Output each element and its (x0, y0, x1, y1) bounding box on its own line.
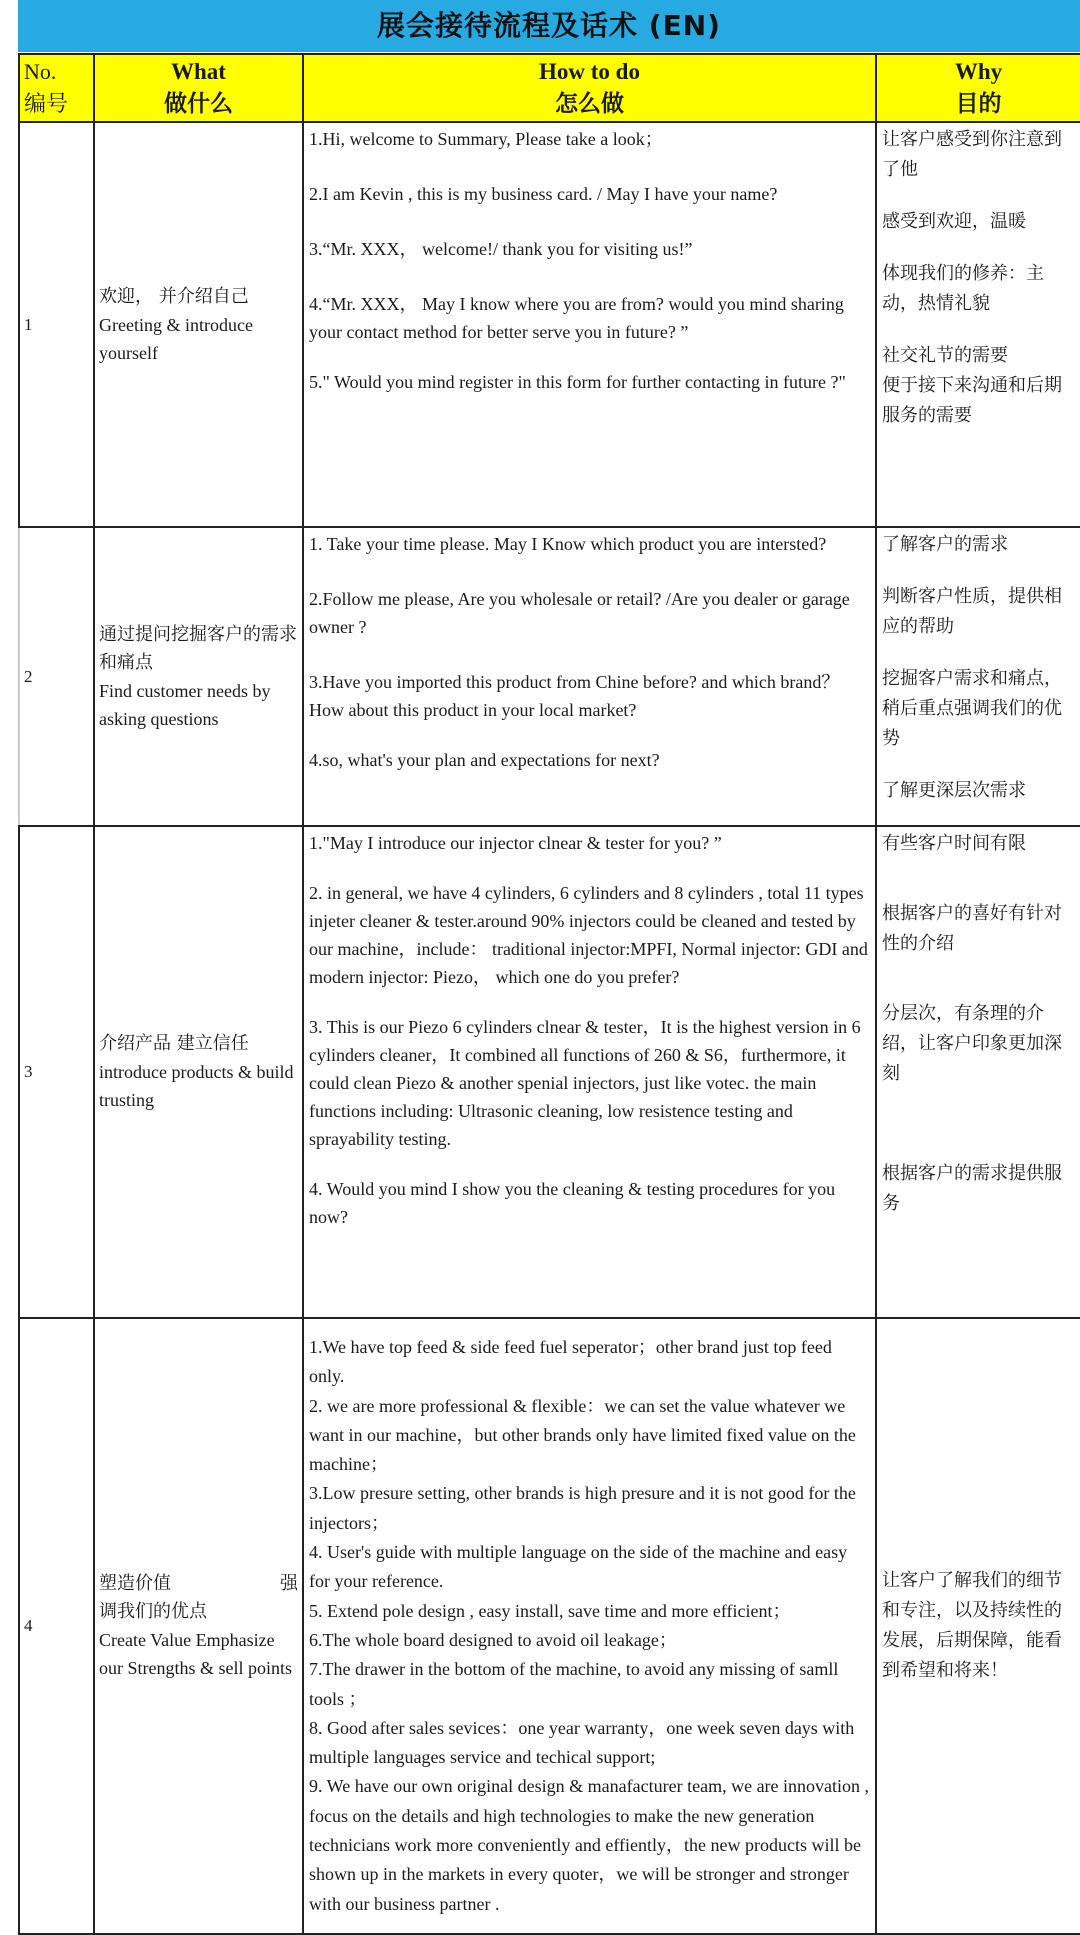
why-line: 稍后重点强调我们的优 (882, 698, 1062, 719)
how-step: 4. Would you mind I show you the cleaning & testing procedures for you now? (309, 1179, 836, 1227)
why-line: 体现我们的修养：主 (882, 263, 1044, 284)
why-line: 绍，让客户印象更加深 (882, 1033, 1062, 1054)
header-how (303, 54, 876, 122)
why-line: 了解客户的需求 (882, 534, 1008, 555)
table-row (19, 122, 1080, 527)
what-cell (94, 527, 303, 826)
why-line: 分层次，有条理的介 (882, 1003, 1044, 1024)
how-step: 1. Take your time please. May I Know which product you are intersted? (309, 534, 827, 554)
what-cn: 欢迎， 并介绍自己 (99, 285, 249, 307)
what-cell (94, 122, 303, 527)
page-title: 展会接待流程及话术 (EN) (18, 0, 1080, 52)
why-line: 务 (882, 1193, 900, 1214)
why-line: 根据客户的喜好有针对 (882, 903, 1062, 924)
how-cell (303, 826, 876, 1318)
how-step: 5." Would you mind register in this form for further contacting in future ?" (309, 372, 846, 392)
why-line: 判断客户性质，提供相 (882, 586, 1062, 607)
row-number: 4 (19, 1318, 94, 1934)
header-how-cn: 怎么做 (555, 91, 624, 117)
header-row (19, 54, 1080, 122)
how-step: 7.The drawer in the bottom of the machine, to avoid any missing of samll tools ； (309, 1659, 839, 1709)
why-line: 了解更深层次需求 (882, 780, 1026, 801)
what-cn: 介绍产品 建立信任 (99, 1033, 249, 1054)
header-why-cn: 目的 (955, 91, 1002, 117)
how-cell (303, 1318, 876, 1934)
how-cell (303, 527, 876, 826)
how-step: 3.“Mr. XXX， welcome!/ thank you for visiting us!” (309, 239, 693, 259)
row-number: 2 (19, 527, 94, 826)
what-cn-line (99, 1570, 298, 1598)
how-step: 3. This is our Piezo 6 cylinders clnear & tester，It is the highest version in 6 cylinders cleaner，It combined all functions of 260 & S6，furthermore, it could clean Piezo & another spenial injectors, just like votec. the main functions including: Ultrasonic cleaning, low resistence testing and sprayability testing. (309, 1017, 861, 1149)
table-row (19, 527, 1080, 826)
why-line: 发展，后期保障，能看 (882, 1630, 1062, 1651)
why-cell (876, 1318, 1080, 1934)
row-number: 1 (19, 122, 94, 527)
how-step: 3.Have you imported this product from Chine before? and which brand？ How about this product in your local market? (309, 672, 840, 720)
what-en: Greeting & introduce yourself (99, 314, 253, 363)
how-step: 4. User's guide with multiple language on the side of the machine and easy for your reference. (309, 1542, 848, 1592)
what-cn-part: 塑造价值 (99, 1573, 171, 1594)
how-step: 9. We have our own original design & manafacturer team, we are innovation , focus on the details and high technologies to make the new generation technicians work more conveniently and effiently，the new products will be shown up in the markets in every quoter，we will be stronger and stronger with our business partner . (309, 1776, 870, 1914)
header-no-cn: 编号 (24, 92, 69, 117)
why-line: 挖掘客户需求和痛点， (882, 668, 1062, 689)
how-step: 1.We have top feed & side feed fuel seperator；other brand just top feed only. (309, 1337, 832, 1387)
why-line: 便于接下来沟通和后期 (882, 375, 1062, 396)
spreadsheet-page (18, 0, 1080, 1914)
table-row (19, 826, 1080, 1318)
why-line: 有些客户时间有限 (882, 833, 1026, 854)
what-cell (94, 1318, 303, 1934)
how-step: 1.Hi, welcome to Summary, Please take a look； (309, 129, 663, 149)
row-number: 3 (19, 826, 94, 1318)
what-en: Create Value Emphasize our Strengths & sell points (99, 1630, 292, 1678)
table-row (19, 1318, 1080, 1934)
header-what-cn: 做什么 (164, 91, 233, 117)
why-line: 服务的需要 (882, 405, 972, 426)
reception-process-table (18, 53, 1080, 1935)
header-what-en: What (171, 59, 226, 84)
why-line: 了他 (882, 159, 918, 180)
why-line: 刻 (882, 1063, 900, 1084)
what-cn: 调我们的优点 (99, 1601, 207, 1622)
how-cell (303, 122, 876, 527)
why-line: 应的帮助 (882, 616, 954, 637)
header-no (19, 54, 94, 122)
why-line: 感受到欢迎，温暖 (882, 211, 1026, 232)
how-step: 2. in general, we have 4 cylinders, 6 cylinders and 8 cylinders , total 11 types injeter cleaner & tester.around 90% injectors could be cleaned and tested by our machine，include： traditional injector:MPFI, Normal injector: GDI and modern injector: Piezo， which one do you prefer? (309, 883, 868, 987)
why-line: 性的介绍 (882, 933, 954, 954)
why-line: 势 (882, 728, 900, 749)
what-cn-part: 强 (280, 1573, 298, 1594)
how-step: 1."May I introduce our injector clnear & tester for you? ” (309, 833, 722, 853)
how-step: 3.Low presure setting, other brands is high presure and it is not good for the injectors； (309, 1483, 856, 1533)
how-step: 6.The whole board designed to avoid oil leakage； (309, 1629, 677, 1650)
why-cell (876, 527, 1080, 826)
why-line: 让客户了解我们的细节 (882, 1570, 1062, 1591)
how-step: 2. we are more professional & flexible：we can set the value whatever we want in our machine，but other brands only have limited fixed value on the machine； (309, 1395, 856, 1475)
how-step: 4.so, what's your plan and expectations for next? (309, 750, 660, 770)
why-line: 根据客户的需求提供服 (882, 1163, 1062, 1184)
what-cn: 通过提问挖掘客户的需求和痛点 (99, 623, 297, 673)
what-en: Find customer needs by asking questions (99, 680, 271, 729)
how-step: 4.“Mr. XXX， May I know where you are from? would you mind sharing your contact method for better serve you in future? ” (309, 294, 844, 342)
what-en: introduce products & build trusting (99, 1062, 294, 1110)
why-line: 动，热情礼貌 (882, 293, 990, 314)
header-why-en: Why (954, 59, 1003, 84)
what-cell (94, 826, 303, 1318)
how-step: 5. Extend pole design , easy install, save time and more efficient； (309, 1600, 791, 1621)
header-why (876, 54, 1080, 122)
why-line: 到希望和将来！ (882, 1660, 1008, 1681)
how-step: 2.I am Kevin , this is my business card. / May I have your name? (309, 184, 778, 204)
why-line: 让客户感受到你注意到 (882, 129, 1062, 150)
header-no-en: No. (24, 59, 57, 84)
how-step: 8. Good after sales sevices：one year warranty，one week seven days with multiple languages service and techical support; (309, 1717, 855, 1768)
header-how-en: How to do (539, 59, 640, 84)
header-what (94, 54, 303, 122)
how-step: 2.Follow me please, Are you wholesale or retail? /Are you dealer or garage owner ? (309, 589, 850, 637)
why-line: 和专注，以及持续性的 (882, 1600, 1062, 1621)
why-line: 社交礼节的需要 (882, 345, 1008, 366)
why-cell (876, 122, 1080, 527)
why-cell (876, 826, 1080, 1318)
